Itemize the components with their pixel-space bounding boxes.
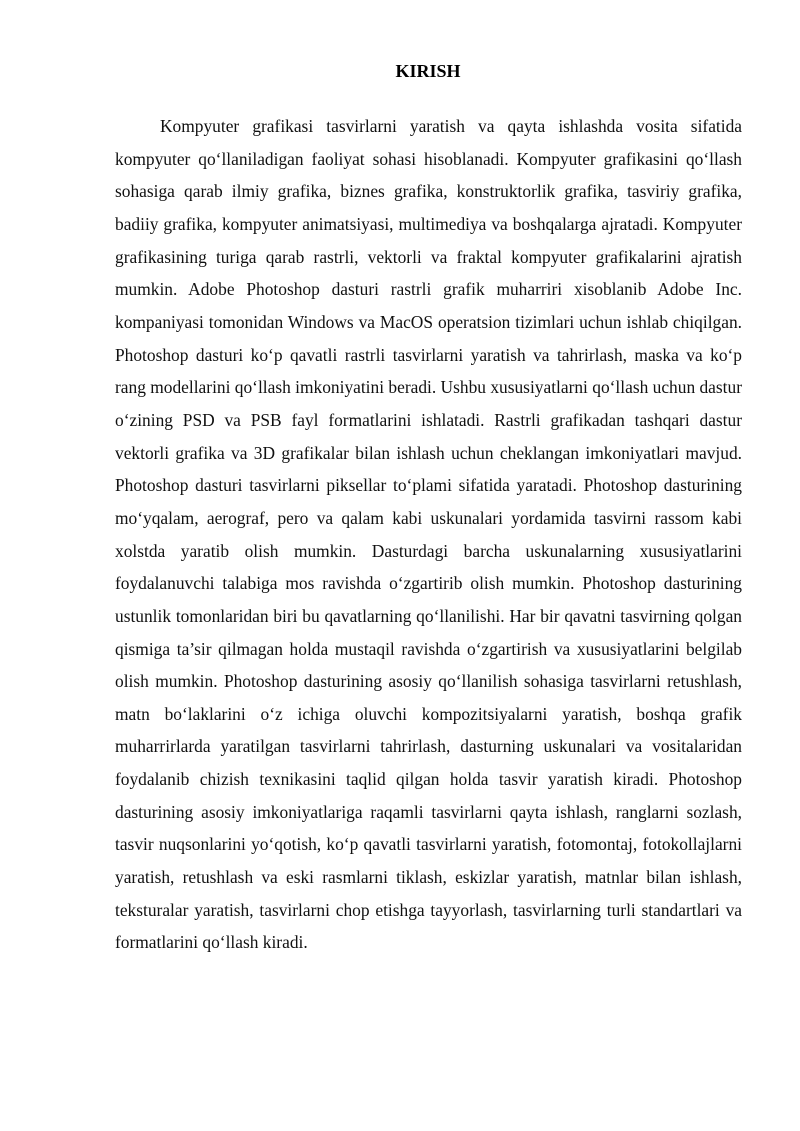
page-title: KIRISH bbox=[395, 61, 461, 81]
body-paragraph: Kompyuter grafikasi tasvirlarni yaratish va qayta ishlashda vosita sifatida kompyuter qo‘llaniladigan faoliyat sohasi hisoblanadi. Kompyuter grafikasini qo‘llash sohasiga qarab ilmiy grafika, biznes grafika, konstruktorlik grafika, tasviriy grafika, badiiy grafika, kompyuter animatsiyasi, multimediya va boshqalarga ajratadi. Kompyuter grafikasining turiga qarab rastrli, vektorli va fraktal kompyuter grafikalarini ajratish mumkin. Adobe Photoshop dasturi rastrli grafik muharriri xisoblanib Adobe Inc. kompaniyasi tomonidan Windows va MacOS operatsion tizimlari uchun ishlab chiqilgan. Photoshop dasturi ko‘p qavatli rastrli tasvirlarni yaratish va tahrirlash, maska va ko‘p rang modellarini qo‘llash imkoniyatini beradi. Ushbu xususiyatlarni qo‘llash uchun dastur o‘zining PSD va PSB fayl formatlarini ishlatadi. Rastrli grafikadan tashqari dastur vektorli grafika va 3D grafikalar bilan ishlash uchun cheklangan imkoniyatlari mavjud. Photoshop dasturi tasvirlarni piksellar to‘plami sifatida yaratadi. Photoshop dasturining mo‘yqalam, aerograf, pero va qalam kabi uskunalari yordamida tasvirni rassom kabi xolstda yaratib olish mumkin. Dasturdagi barcha uskunalarning xususiyatlarini foydalanuvchi talabiga mos ravishda o‘zgartirib olish mumkin. Photoshop dasturining ustunlik tomonlaridan biri bu qavatlarning qo‘llanilishi. Har bir qavatni tasvirning qolgan qismiga ta’sir qilmagan holda mustaqil ravishda o‘zgartirish va xususiyatlarini belgilab olish mumkin. Photoshop dasturining asosiy qo‘llanilish sohasiga tasvirlarni retushlash, matn bo‘laklarini o‘z ichiga oluvchi kompozitsiyalarni yaratish, boshqa grafik muharrirlarda yaratilgan tasvirlarni tahrirlash, dasturning uskunalari va vositalaridan foydalanib chizish texnikasini taqlid qilgan holda tasvir yaratish kiradi. Photoshop dasturining asosiy imkoniyatlariga raqamli tasvirlarni qayta ishlash, ranglarni sozlash, tasvir nuqsonlarini yo‘qotish, ko‘p qavatli tasvirlarni yaratish, fotomontaj, fotokollajlarni yaratish, retushlash va eski rasmlarni tiklash, eskizlar yaratish, matnlar bilan ishlash, teksturalar yaratish, tasvirlarni chop etishga tayyorlash, tasvirlarning turli standartlari va formatlarini qo‘llash kiradi. bbox=[115, 116, 742, 953]
